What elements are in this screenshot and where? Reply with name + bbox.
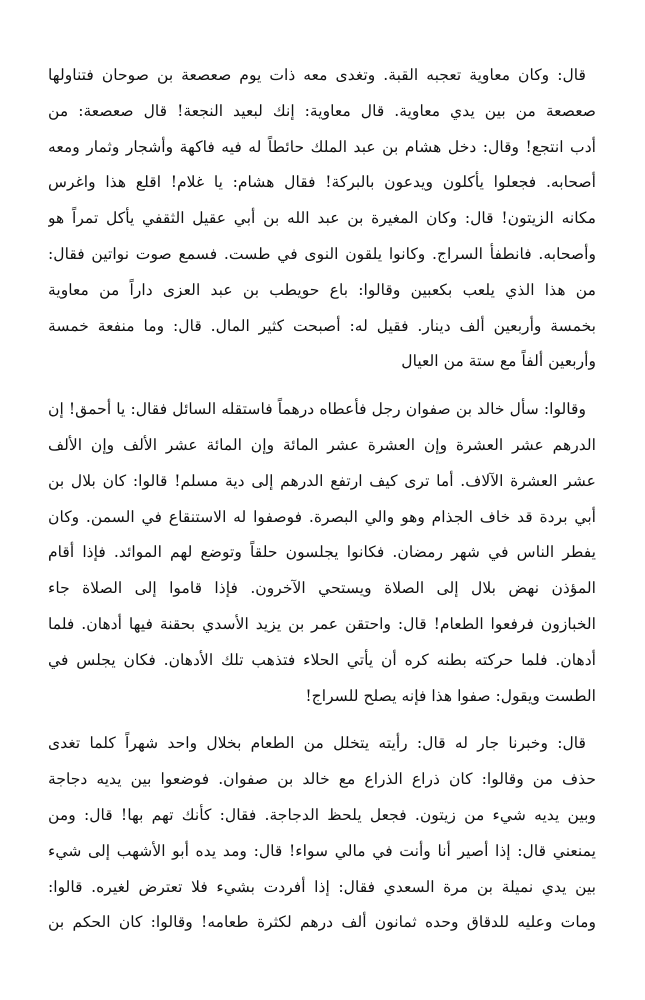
text-line: أدهان. فلما حركته بطنه كره أن يأتي الحلاء فتذهب تلك الأدهان. فكان يجلس في — [48, 650, 596, 669]
text-line: عشر العشرة الآلاف. أما ترى كيف ارتفع الدرهم إلى دية مسلم! قالوا: كان بلال بن — [48, 471, 596, 490]
text-line: الخبازون فرفعوا الطعام! قال: واحتقن عمر بن يزيد الأسدي بحقنة فيها أدهان. فلما — [48, 614, 596, 633]
paragraph-2 — [48, 392, 596, 714]
text-line: بخمسة وأربعين ألف دينار. فقيل له: أصبحت كثير المال. قال: وما منفعة خمسة — [48, 316, 596, 335]
text-line: قال: وكان معاوية تعجبه القبة. وتغدى معه ذات يوم صعصعة بن صوحان فتناولها — [48, 66, 586, 84]
text-line: حذف من وقالوا: كان ذراع الذراع مع خالد بن صفوان. فوضعوا بين يديه دجاجة — [48, 770, 596, 789]
text-line: وبين يديه شيء من زيتون. فجعل يلحظ الدجاجة. فقال: كأنك تهم بها! قال: ومن — [48, 805, 596, 824]
paragraph-3 — [48, 726, 596, 941]
text-line: المؤذن نهض بلال إلى الصلاة ويستحي الآخرون. فإذا قاموا إلى الصلاة جاء — [48, 579, 596, 598]
text-line: من هذا الذي يلعب بكعبين وقالوا: باع حويطب بن عبد العزى داراً من معاوية — [48, 280, 596, 299]
text-line: أصحابه. فجعلوا يأكلون ويدعون بالبركة! فقال هشام: يا غلام! اقلع هذا واغرس — [48, 173, 596, 192]
text-line: أبي بردة قد خاف الجذام وهو والي البصرة. فوصفوا له الاستنقاع في السمن. وكان — [48, 507, 596, 526]
paragraph-gap — [48, 714, 596, 726]
document-page — [48, 58, 596, 941]
text-line: صعصعة من بين يدي معاوية. قال معاوية: إنك لبعيد النجعة! قال صعصعة: من — [48, 101, 596, 120]
paragraph-gap — [48, 380, 596, 392]
text-line: يفطر الناس في شهر رمضان. فكانوا يجلسون حلقاً وتوضع لهم الموائد. فإذا أقام — [48, 543, 596, 562]
text-line: مكانه الزيتون! قال: وكان المغيرة بن عبد الله بن أبي عقيل الثقفي يأكل تمراً هو — [48, 209, 596, 228]
text-line: وأربعين ألفاً مع ستة من العيال — [401, 352, 596, 371]
text-line: ومات وعليه للدقاق وحده ثمانون ألف درهم لكثرة طعامه! وقالوا: كان الحكم بن — [48, 913, 596, 932]
text-line: أدب انتجع! وقال: دخل هشام بن عبد الملك حائطاً له فيه فاكهة وأشجار وثمار ومعه — [48, 137, 596, 156]
text-line: يمنعني قال: إذا أصير أنا وأنت في مالي سواء! قال: ومد يده أبو الأشهب إلى شيء — [48, 841, 596, 860]
text-line: وأصحابه. فانطفأ السراج. وكانوا يلقون النوى في طست. فسمع صوت نواتين فقال: — [48, 244, 596, 263]
text-line: وقالوا: سأل خالد بن صفوان رجل فأعطاه درهماً فاستقله السائل فقال: يا أحمق! إن — [48, 400, 586, 419]
text-line: الدرهم عشر العشرة وإن العشرة عشر المائة وإن المائة عشر الألف وإن الألف — [48, 435, 596, 454]
text-line: الطست ويقول: صفوا هذا فإنه يصلح للسراج! — [305, 686, 596, 705]
paragraph-1 — [48, 58, 596, 380]
text-line: بين يدي نميلة بن مرة السعدي فقال: إذا أفردت بشيء فلا تعترض لغيره. قالوا: — [48, 877, 596, 896]
text-line: قال: وخبرنا جار له قال: رأيته يتخلل من الطعام بخلال واحد شهراً كلما تغدى — [48, 734, 586, 753]
